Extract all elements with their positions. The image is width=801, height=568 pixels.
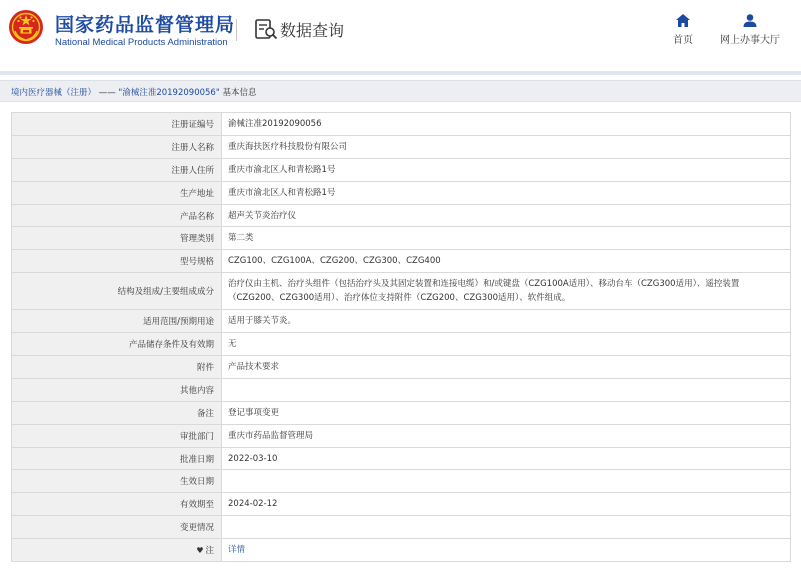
table-row [12,424,791,447]
nav-online-hall-label: 网上办事大厅 [720,35,780,46]
details-link[interactable]: 详情 [228,545,246,556]
row-value [222,158,791,181]
heart-icon: ♥ [196,546,204,556]
row-label [12,378,222,401]
table-row [12,204,791,227]
row-value-text: 治疗仪由主机、治疗头组件（包括治疗头及其固定装置和连接电缆）和/或键盘（CZG100A适用）、移动台车（CZG300适用）、遥控装置（CZG200、CZG300适用）、治疗体位支持附件（CZG200、CZG300适用）、软件组成。 [228,279,740,304]
row-value-text: 渝械注准20192090056 [228,118,322,129]
row-label [12,273,222,310]
table-row [12,158,791,181]
row-label-text: 其他内容 [179,385,214,396]
breadcrumb [0,80,801,102]
breadcrumb-current: "渝械注准20192090056" [118,88,220,98]
row-value [222,310,791,333]
row-value [222,401,791,424]
row-label [12,470,222,493]
breadcrumb-separator: —— [98,88,116,98]
row-value [222,135,791,158]
row-value [222,204,791,227]
row-value-text: 适用于膝关节炎。 [228,316,297,327]
nav-online-hall-button[interactable] [713,14,787,46]
row-label [12,181,222,204]
site-logo-english[interactable]: National Medical Products Administration [55,37,228,48]
table-row [12,273,791,310]
table-row [12,227,791,250]
row-value [222,227,791,250]
row-value-text: 产品技术要求 [228,361,280,372]
table-row [12,539,791,562]
row-label-text: 审批部门 [179,431,214,442]
row-value [222,356,791,379]
row-label-text: 生产地址 [179,188,214,199]
row-label [12,135,222,158]
row-label [12,333,222,356]
nav-home-button[interactable] [648,14,718,46]
row-label [12,447,222,470]
row-value [222,181,791,204]
row-label-text: 注册证编号 [171,119,214,130]
row-value-text: 无 [228,339,237,350]
row-label-text: 管理类别 [179,234,214,245]
row-value [222,250,791,273]
table-row [12,447,791,470]
row-label [12,113,222,136]
row-value [222,378,791,401]
row-label-text: 附件 [196,362,214,373]
row-value-text: 2022-03-10 [228,453,278,464]
row-value-text: 重庆市渝北区人和青松路1号 [228,164,336,175]
row-value-text: 超声关节炎治疗仪 [228,210,297,221]
row-label [12,158,222,181]
row-label-text: 结构及组成/主要组成成分 [117,287,214,298]
row-label-text: 生效日期 [179,477,214,488]
row-label-text: 批准日期 [179,454,214,465]
page-title: 数据查询 [280,21,345,40]
detail-table [11,112,791,562]
row-value [222,447,791,470]
row-label-text: 产品储存条件及有效期 [128,340,214,351]
breadcrumb-suffix: 基本信息 [222,88,257,98]
row-value [222,516,791,539]
row-value [222,493,791,516]
table-row [12,333,791,356]
row-label-text: 注册人住所 [171,165,214,176]
row-label [12,493,222,516]
row-value [222,113,791,136]
row-value-text: 登记事项变更 [228,407,280,418]
row-label-text: 适用范围/预期用途 [143,317,214,328]
nav-home-label: 首页 [673,35,693,46]
table-row [12,470,791,493]
header-divider [236,19,237,41]
header-separator [0,71,801,75]
row-value [222,539,791,562]
row-label [12,401,222,424]
row-label-text: 注册人名称 [171,142,214,153]
row-label [12,204,222,227]
table-row [12,401,791,424]
user-icon [743,14,757,27]
row-label [12,539,222,562]
row-value-text: 重庆市药品监督管理局 [228,430,314,441]
row-value [222,333,791,356]
table-row [12,493,791,516]
row-label [12,356,222,379]
site-header [0,0,801,64]
national-emblem-icon [8,9,44,45]
row-value-text: 2024-02-12 [228,499,278,510]
row-value [222,273,791,310]
data-query-icon [254,17,278,41]
row-value-text: 重庆市渝北区人和青松路1号 [228,187,336,198]
row-label [12,227,222,250]
table-row [12,310,791,333]
site-logo-chinese[interactable]: 国家药品监督管理局 [55,14,236,36]
home-icon [676,14,690,27]
row-label [12,250,222,273]
row-value-text: 第二类 [228,233,254,244]
row-label-text: 型号规格 [179,257,214,268]
table-row [12,113,791,136]
row-label-text: 注 [205,546,214,557]
row-label-text: 变更情况 [179,523,214,534]
row-value-text: 重庆海扶医疗科技股份有限公司 [228,141,348,152]
row-label-text: 备注 [196,408,214,419]
row-value [222,470,791,493]
row-value-text: CZG100、CZG100A、CZG200、CZG300、CZG400 [228,256,441,267]
row-label [12,424,222,447]
table-row [12,181,791,204]
row-label [12,310,222,333]
table-row [12,356,791,379]
row-value [222,424,791,447]
row-label-text: 产品名称 [179,211,214,222]
row-label [12,516,222,539]
table-row [12,135,791,158]
breadcrumb-link-category[interactable]: 境内医疗器械（注册） [11,88,97,98]
table-row [12,516,791,539]
table-row [12,378,791,401]
row-label-text: 有效期至 [179,500,214,511]
table-row [12,250,791,273]
